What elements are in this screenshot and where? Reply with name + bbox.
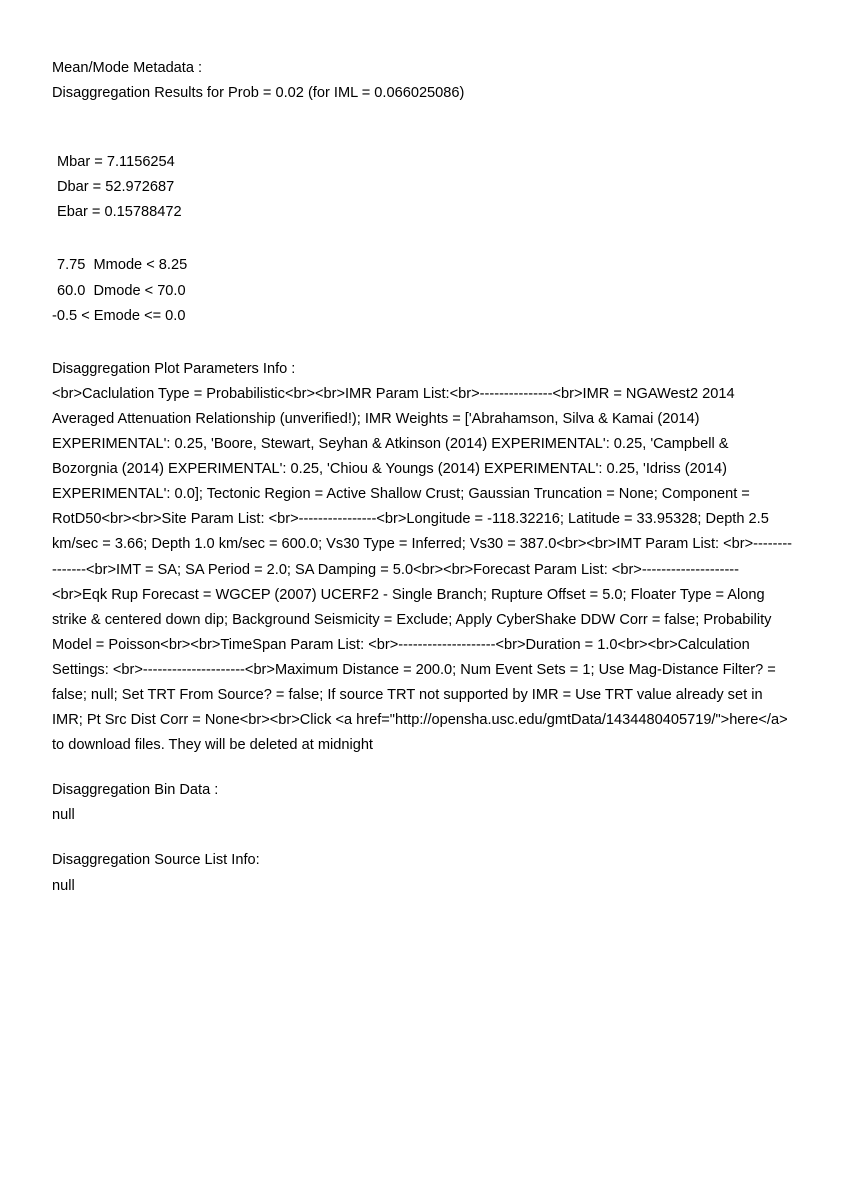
spacer-after-bin-data	[52, 828, 794, 848]
source-list-heading: Disaggregation Source List Info:	[52, 852, 260, 869]
metadata-subtitle: Disaggregation Results for Prob = 0.02 (for IML = 0.066025086)	[52, 85, 465, 102]
document-body	[52, 56, 794, 899]
source-list-value: null	[52, 877, 75, 894]
bin-data-value: null	[52, 807, 75, 824]
mmode-value: 7.75 Mmode < 8.25	[57, 257, 188, 274]
spacer-after-header	[52, 106, 794, 150]
metadata-title: Mean/Mode Metadata :	[52, 60, 203, 76]
plot-params-heading: Disaggregation Plot Parameters Info :	[52, 360, 296, 377]
spacer-after-mean	[52, 225, 794, 253]
plot-params-body: <br>Caclulation Type = Probabilistic<br><br>IMR Param List:<br>---------------<br>IMR = NGAWest2 2014 Averaged Attenuation Relationship (unverified!); IMR Weights = ['Abrahamson, Silva & Kamai (2014) EXPERIMENTAL': 0.25, 'Boore, Stewart, Seyhan & Atkinson (2014) EXPERIMENTAL': 0.25, 'Campbell & Bozorgnia (2014) EXPERIMENTAL': 0.25, 'Chiou & Youngs (2014) EXPERIMENTAL': 0.25, 'Idriss (2014) EXPERIMENTAL': 0.0]; Tectonic Region = Active Shallow Crust; Gaussian Truncation = None; Component = RotD50<br><br>Site Param List: <br>----------------<br>Longitude = -118.32216; Latitude = 33.95328; Depth 2.5 km/sec = 3.66; Depth 1.0 km/sec = 600.0; Vs30 Type = Inferred; Vs30 = 387.0<br><br>IMT Param List: <br>---------------<br>IMT = SA; SA Period = 2.0; SA Damping = 5.0<br><br>Forecast Param List: <br>--------------------<br>Eqk Rup Forecast = WGCEP (2007) UCERF2 - Single Branch; Rupture Offset = 5.0; Floater Type = Along strike & centered down dip; Background Seismicity = Exclude; Apply CyberShake DDW Corr = false; Probability Model = Poisson<br><br>TimeSpan Param List: <br>--------------------<br>Duration = 1.0<br><br>Calculation Settings: <br>---------------------<br>Maximum Distance = 200.0; Num Event Sets = 1; Use Mag-Distance Filter? = false; null; Set TRT From Source? = false; If source TRT not supported by IMR = Use TRT value already set in IMR; Pt Src Dist Corr = None<br><br>Click <a href="http://opensha.usc.edu/gmtData/1434480405719/">here</a> to download files. They will be deleted at midnight	[52, 385, 793, 754]
spacer-after-plot-params	[52, 758, 794, 778]
dbar-value: Dbar = 52.972687	[57, 179, 175, 196]
ebar-value: Ebar = 0.15788472	[57, 204, 182, 221]
dmode-value: 60.0 Dmode < 70.0	[57, 282, 186, 299]
bin-data-heading: Disaggregation Bin Data :	[52, 782, 219, 799]
mbar-value: Mbar = 7.1156254	[57, 154, 175, 171]
spacer-after-mode	[52, 329, 794, 357]
emode-value: -0.5 < Emode <= 0.0	[52, 307, 186, 324]
